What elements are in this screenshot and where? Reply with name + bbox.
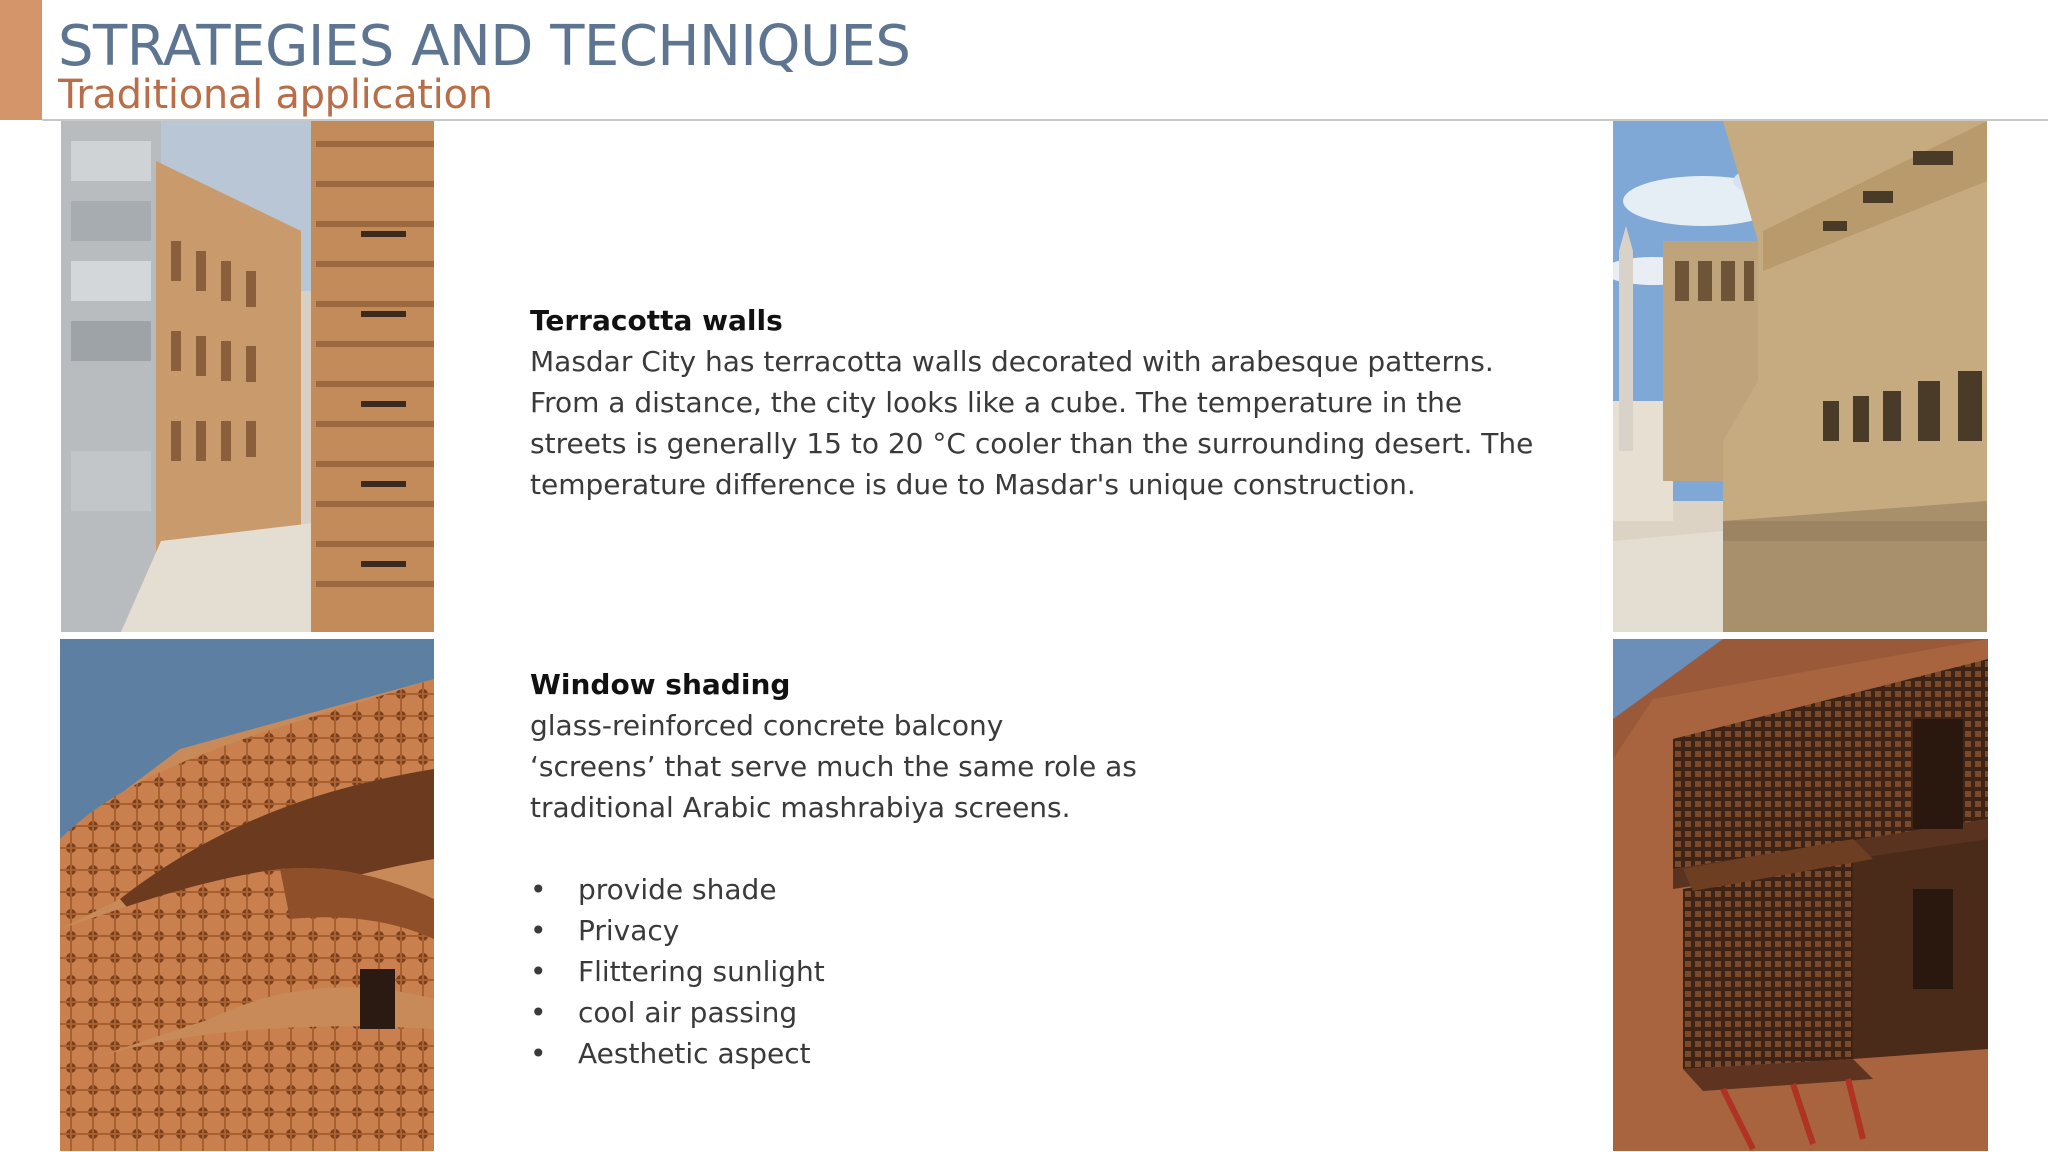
section-line: ‘screens’ that serve much the same role as	[530, 750, 1137, 783]
slide-subtitle: Traditional application	[58, 72, 493, 118]
list-item	[530, 951, 1330, 992]
bullet-icon: •	[530, 996, 547, 1029]
section-heading: Window shading	[530, 668, 791, 701]
list-item	[530, 992, 1330, 1033]
photo-masdar-screens	[60, 639, 434, 1151]
section-line: temperature difference is due to Masdar's unique construction.	[530, 468, 1416, 501]
list-item-text: provide shade	[578, 873, 777, 906]
list-item-text: Aesthetic aspect	[578, 1037, 811, 1070]
section-line: traditional Arabic mashrabiya screens.	[530, 791, 1071, 824]
list-item	[530, 910, 1330, 951]
section-line: glass-reinforced concrete balcony	[530, 709, 1004, 742]
bullet-icon: •	[530, 914, 547, 947]
section-window-shading	[530, 664, 1330, 1074]
section-heading: Terracotta walls	[530, 304, 783, 337]
list-item	[530, 1033, 1330, 1074]
section-line: streets is generally 15 to 20 °C cooler than the surrounding desert. The	[530, 427, 1534, 460]
bullet-icon: •	[530, 873, 547, 906]
photo-mashrabiya-balcony	[1613, 639, 1988, 1151]
bullet-icon: •	[530, 1037, 547, 1070]
photo-masdar-street	[61, 121, 434, 632]
accent-bar	[0, 0, 42, 120]
slide-title: STRATEGIES AND TECHNIQUES	[58, 14, 911, 79]
section-line: From a distance, the city looks like a cube. The temperature in the	[530, 386, 1463, 419]
list-item	[530, 869, 1330, 910]
list-item-text: cool air passing	[578, 996, 798, 1029]
photo-wind-tower	[1613, 121, 1987, 632]
section-terracotta-walls	[530, 300, 1540, 505]
bullet-icon: •	[530, 955, 547, 988]
list-item-text: Flittering sunlight	[578, 955, 825, 988]
list-item-text: Privacy	[578, 914, 680, 947]
section-line: Masdar City has terracotta walls decorated with arabesque patterns.	[530, 345, 1494, 378]
benefits-list	[530, 869, 1330, 1074]
